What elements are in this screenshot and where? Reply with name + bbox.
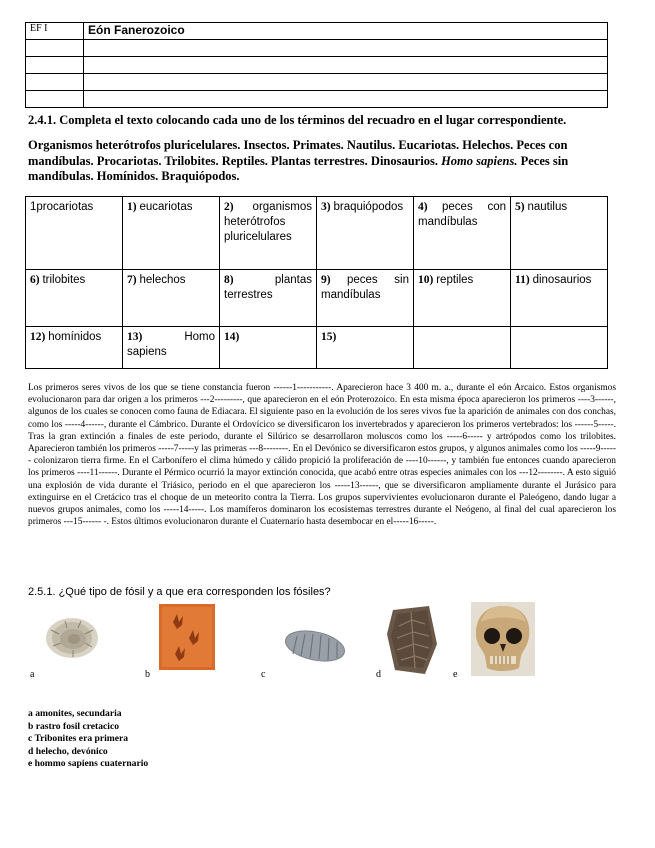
grid-cell[interactable] <box>414 327 511 369</box>
cell-number: 6) <box>30 274 40 286</box>
grid-cell[interactable] <box>123 270 220 327</box>
cell-number: 5) <box>515 201 525 213</box>
terms-part-b: Peces sin mandíbulas. Homínidos. Braquiópodos. <box>28 153 569 183</box>
cell-word: nautilus <box>527 201 568 213</box>
grid-cell[interactable] <box>26 327 123 369</box>
cell-word: braquiópodos <box>333 201 404 213</box>
cell-word: reptiles <box>436 274 474 286</box>
terms-italic: Homo sapiens. <box>441 153 518 168</box>
answer-grid <box>25 196 608 369</box>
grid-cell[interactable] <box>220 327 317 369</box>
cell-number: 1 <box>30 201 37 213</box>
answer-line: e hommo sapiens cuaternario <box>28 758 149 770</box>
terms-box <box>28 138 618 185</box>
header-table <box>25 22 608 108</box>
cell-number: 8) <box>224 274 234 286</box>
fossil-label-c: c <box>261 669 266 680</box>
exercise-251-title: 2.5.1. ¿Qué tipo de fósil y a que era corresponden los fósiles? <box>28 586 331 598</box>
fossil-label-a: a <box>30 669 35 680</box>
grid-cell[interactable] <box>511 197 608 270</box>
fossil-answers <box>28 708 148 771</box>
cell-number: 12) <box>30 331 46 343</box>
empty-cell <box>26 40 84 57</box>
ammonite-fossil-image <box>43 616 101 660</box>
grid-cell[interactable] <box>511 327 608 369</box>
grid-cell[interactable] <box>220 197 317 270</box>
empty-cell <box>84 74 608 91</box>
header-label: EF I <box>26 23 84 40</box>
cell-word: peces sin mandíbulas <box>321 274 409 301</box>
grid-cell[interactable] <box>123 197 220 270</box>
cell-number: 9) <box>321 274 331 286</box>
empty-cell <box>26 57 84 74</box>
empty-cell <box>26 91 84 108</box>
empty-cell <box>84 57 608 74</box>
grid-cell[interactable] <box>317 327 414 369</box>
fossil-label-d: d <box>376 669 381 680</box>
cell-word: helechos <box>139 274 186 286</box>
cell-word: eucariotas <box>139 201 193 213</box>
cell-word: peces con mandíbulas <box>418 201 506 228</box>
cell-word: organismos heterótrofos pluricelulares <box>224 201 312 243</box>
cell-number: 11) <box>515 274 530 286</box>
cell-word: trilobites <box>42 274 86 286</box>
fossil-label-b: b <box>145 669 150 680</box>
empty-cell <box>84 91 608 108</box>
trilobite-fossil-image <box>283 626 347 666</box>
cell-word: Homo sapiens <box>127 331 215 358</box>
grid-cell[interactable] <box>414 270 511 327</box>
cell-number: 10) <box>418 274 434 286</box>
cell-word: procariotas <box>36 201 94 213</box>
grid-cell[interactable] <box>317 197 414 270</box>
grid-cell[interactable] <box>26 270 123 327</box>
cell-number: 14) <box>224 331 240 343</box>
cell-number: 4) <box>418 201 428 213</box>
page-title: Eón Fanerozoico <box>84 23 608 40</box>
empty-cell <box>84 40 608 57</box>
cell-number: 7) <box>127 274 137 286</box>
cell-number: 1) <box>127 201 137 213</box>
cell-number: 3) <box>321 201 331 213</box>
empty-cell <box>26 74 84 91</box>
fill-in-paragraph: Los primeros seres vivos de los que se tiene constancia fueron ------1-----------. Aparecieron hace 3 400 m. a., durante el eón Arcaico. Estos organismos evolucionaron para dar origen a los primeros ---2---------, que aparecieron en el eón Proterozoico. En esta misma época aparecieron los primeros ----3------, algunos de los cuales se conocen como fauna de Ediacara. El siguiente paso en la evolución de los seres vivos fue la aparición de animales con dos conchas, como los -----4------, durante el Cámbrico. Durante el Ordovícico se diversificaron los invertebrados y aparecieron los primeros vertebrados: los ------5-----. Tras la gran extinción a finales de este periodo, durante el Silúrico se desarrollaron moluscos como los -----6----- y artrópodos como los trilobites. Aparecieron también los primeros -----7-----y las primeras ---8--------. En el Devónico se diversificaron estos grupos, y algunos animales como los -----9------ colonizaron tierra firme. En el Carbonífero el clima húmedo y cálido propició la proliferación de ----10------, y también fue entonces cuando aparecieron los primeros ----11------. Durante el Pérmico ocurrió la mayor extinción conocida, que acabó entre otras especies animales con los ---12--------. A esto siguió una explosión de vida durante el Triásico, periodo en el que aparecieron los -----13------, que se diversificaron ampliamente durante el Jurásico para extinguirse en el Cretácico tras el choque de un meteorito contra la Tierra. Los grupos supervivientes evolucionaron durante el Paleógeno, dando lugar a nuevos grupos animales, como los -----14-----. Los mamíferos dominaron los ecosistemas terrestres durante el Neógeno, al final del cual aparecieron los primeros ---15------ -. Estos últimos evolucionaron durante el Cuaternario hasta desembocar en el-----16-----. <box>28 383 616 528</box>
grid-cell[interactable] <box>123 327 220 369</box>
answer-line: d helecho, devónico <box>28 745 108 757</box>
grid-cell[interactable] <box>511 270 608 327</box>
grid-cell[interactable] <box>317 270 414 327</box>
cell-word: homínidos <box>48 331 102 343</box>
answer-line: b rastro fosil cretacico <box>28 720 120 732</box>
cell-number: 15) <box>321 331 337 343</box>
cell-word: dinosaurios <box>532 274 592 286</box>
fern-fossil-image <box>385 604 441 676</box>
terms-part-a: Organismos heterótrofos pluricelulares. Insectos. Primates. Nautilus. Eucariotas. Helechos. Peces con mandíbulas. Procariotas. Trilobites. Reptiles. Plantas terrestres. Dinosaurios. <box>28 138 568 168</box>
grid-cell[interactable] <box>26 197 123 270</box>
answer-line: c Tribonites era primera <box>28 733 129 745</box>
grid-cell[interactable] <box>414 197 511 270</box>
fossil-label-e: e <box>453 669 458 680</box>
cell-number: 13) <box>127 331 143 343</box>
exercise-241-title: 2.4.1. Completa el texto colocando cada uno de los términos del recuadro en el lugar correspondiente. <box>28 113 567 127</box>
trace-fossil-image <box>159 604 215 670</box>
grid-cell[interactable] <box>220 270 317 327</box>
skull-fossil-image <box>471 602 535 676</box>
cell-number: 2) <box>224 201 234 213</box>
answer-line: a amonites, secundaria <box>28 708 122 719</box>
cell-word: plantas terrestres <box>224 274 312 301</box>
